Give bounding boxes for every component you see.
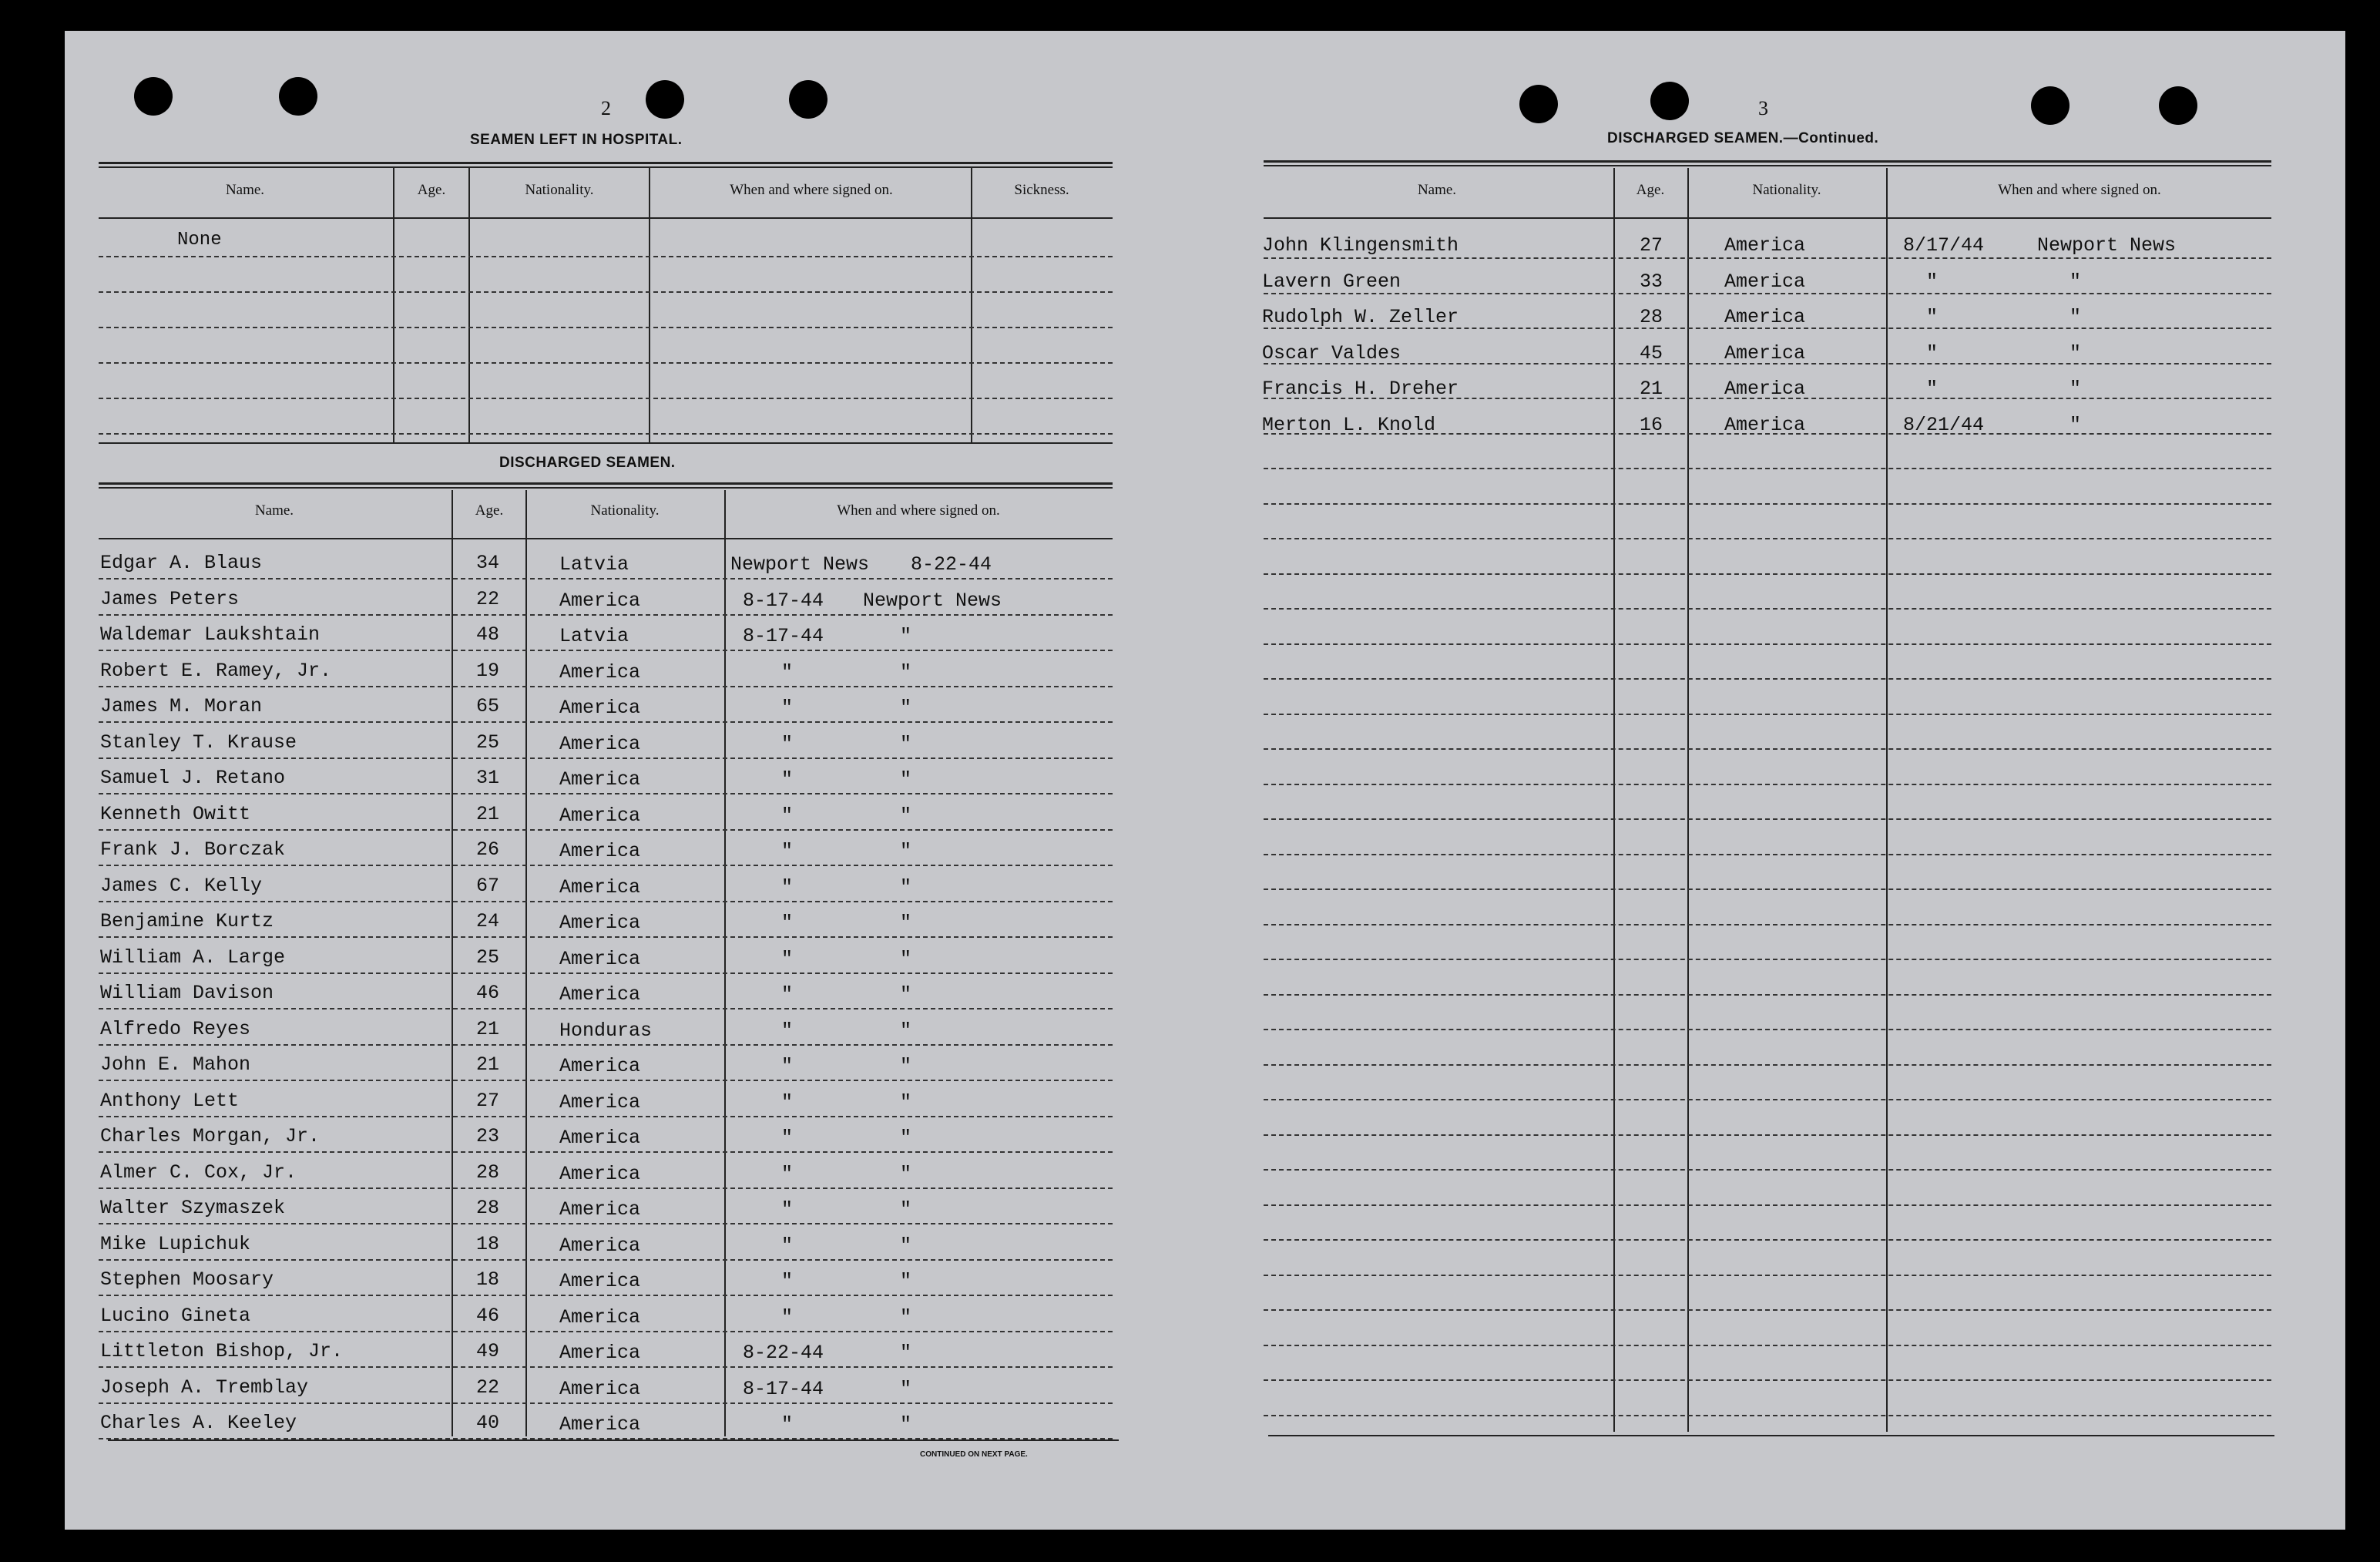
seaman-age: 22 [476, 588, 500, 610]
signed-on-date: 8-22-44 [743, 1342, 824, 1364]
hospital-bottom-rule [99, 442, 1113, 444]
table-row-line [1264, 1309, 2271, 1311]
seaman-nationality: America [559, 912, 641, 934]
signed-on-date: " [781, 733, 794, 755]
hospital-header-name: Name. [225, 182, 265, 198]
seaman-nationality: America [559, 876, 641, 899]
signed-on-date: " [1926, 270, 1939, 293]
table-row-line [1264, 363, 2271, 364]
seaman-name: Edgar A. Blaus [100, 552, 263, 574]
table-row-line [99, 1044, 1113, 1046]
table-row-line [99, 1080, 1113, 1081]
signed-on-place: " [900, 661, 912, 684]
table-row-line [99, 829, 1113, 831]
seaman-name: Rudolph W. Zeller [1262, 306, 1459, 328]
seaman-nationality: America [559, 768, 641, 791]
table-row-line [99, 614, 1113, 616]
table-row-line [99, 1402, 1113, 1404]
table-row-line [1264, 257, 2271, 259]
seaman-age: 18 [476, 1268, 500, 1291]
seaman-name: Mike Lupichuk [100, 1233, 251, 1255]
seaman-age: 65 [476, 695, 500, 717]
signed-on-place: Newport News [863, 590, 1002, 612]
hospital-col-divider [971, 168, 972, 444]
seaman-name: Francis H. Dreher [1262, 378, 1459, 400]
table-row-line [1264, 643, 2271, 645]
seaman-age: 26 [476, 838, 500, 861]
seaman-nationality: America [559, 948, 641, 970]
right-header-signed-on: When and where signed on. [1998, 182, 2161, 198]
hospital-col-divider [393, 168, 394, 444]
table-row-line [1264, 888, 2271, 890]
right-top-rule [1264, 160, 2271, 166]
table-row-line [99, 1259, 1113, 1261]
signed-on-place: " [900, 1270, 912, 1292]
seaman-nationality: America [559, 661, 641, 684]
signed-on-date: " [781, 1127, 794, 1149]
seaman-nationality: America [559, 1198, 641, 1221]
discharged-header-signed-on: When and where signed on. [837, 502, 1000, 519]
seaman-age: 19 [476, 660, 500, 682]
signed-on-date: " [781, 876, 794, 899]
table-row-line [99, 1116, 1113, 1117]
signed-on-place: " [900, 948, 912, 970]
punch-hole [2031, 86, 2069, 125]
signed-on-date: " [781, 1019, 794, 1042]
seaman-nationality: America [559, 1163, 641, 1185]
table-row-line [99, 686, 1113, 687]
table-row-line [1264, 714, 2271, 715]
hospital-header-signed-on: When and where signed on. [730, 182, 893, 198]
table-row-line [99, 1366, 1113, 1368]
table-row-line [1264, 573, 2271, 575]
table-row-line [99, 1008, 1113, 1009]
hospital-row-line [99, 398, 1113, 399]
table-row-line [99, 1331, 1113, 1332]
signed-on-place: " [900, 1055, 912, 1077]
right-header-rule [1264, 217, 2271, 219]
signed-on-place: " [2069, 414, 2082, 436]
seaman-age: 21 [1640, 378, 1663, 400]
seaman-nationality: America [559, 840, 641, 862]
signed-on-date: " [781, 1055, 794, 1077]
seaman-name: John Klingensmith [1262, 234, 1459, 257]
signed-on-place: " [900, 733, 912, 755]
seaman-nationality: America [559, 1127, 641, 1149]
hospital-header-sickness: Sickness. [1014, 182, 1069, 198]
seaman-age: 16 [1640, 414, 1663, 436]
table-row-line [1264, 854, 2271, 855]
signed-on-date: " [781, 983, 794, 1006]
punch-hole [2159, 86, 2197, 125]
hospital-row-line [99, 362, 1113, 364]
seaman-name: Joseph A. Tremblay [100, 1376, 309, 1399]
table-row-line [1264, 433, 2271, 435]
signed-on-place: " [900, 625, 912, 647]
seaman-nationality: Latvia [559, 553, 629, 576]
signed-on-date: " [781, 1270, 794, 1292]
table-row-line [1264, 1239, 2271, 1241]
right-col-divider [1886, 168, 1888, 1432]
discharged-header-name: Name. [254, 502, 294, 519]
seaman-age: 21 [476, 1018, 500, 1040]
hospital-title: SEAMEN LEFT IN HOSPITAL. [470, 132, 683, 148]
signed-on-place: " [900, 840, 912, 862]
punch-hole [279, 77, 317, 116]
signed-on-place: " [900, 1127, 912, 1149]
signed-on-date: Newport News [730, 553, 870, 576]
seaman-nationality: Honduras [559, 1019, 653, 1042]
signed-on-date: " [781, 1163, 794, 1185]
signed-on-place: " [900, 1306, 912, 1329]
seaman-nationality: America [1724, 234, 1806, 257]
signed-on-place: " [2069, 342, 2082, 364]
signed-on-date: 8-17-44 [743, 1378, 824, 1400]
right-col-divider [1687, 168, 1689, 1432]
seaman-nationality: America [559, 983, 641, 1006]
table-row-line [1264, 608, 2271, 610]
right-header-age: Age. [1636, 182, 1665, 198]
signed-on-place: " [900, 1163, 912, 1185]
right-col-divider [1613, 168, 1615, 1432]
signed-on-date: 8/21/44 [1903, 414, 1985, 436]
punch-hole [1519, 85, 1558, 123]
seaman-age: 21 [476, 803, 500, 825]
seaman-nationality: America [1724, 414, 1806, 436]
signed-on-date: " [781, 768, 794, 791]
signed-on-date: 8-17-44 [743, 590, 824, 612]
seaman-age: 27 [1640, 234, 1663, 257]
table-row-line [1264, 1064, 2271, 1066]
table-row-line [1264, 1275, 2271, 1276]
seaman-nationality: America [1724, 270, 1806, 293]
hospital-top-rule [99, 162, 1113, 168]
seaman-name: Charles Morgan, Jr. [100, 1125, 321, 1147]
seaman-name: Stephen Moosary [100, 1268, 274, 1291]
seaman-name: Benjamine Kurtz [100, 910, 274, 932]
seaman-nationality: America [559, 1234, 641, 1257]
seaman-age: 46 [476, 982, 500, 1004]
seaman-name: Oscar Valdes [1262, 342, 1401, 364]
discharged-title: DISCHARGED SEAMEN. [499, 455, 676, 471]
signed-on-place: Newport News [2037, 234, 2177, 257]
seaman-nationality: America [559, 805, 641, 827]
table-row-line [99, 901, 1113, 902]
seaman-name: Merton L. Knold [1262, 414, 1436, 436]
signed-on-date: " [781, 1198, 794, 1221]
seaman-name: Charles A. Keeley [100, 1412, 297, 1434]
seaman-nationality: America [559, 1306, 641, 1329]
signed-on-place: " [900, 1413, 912, 1436]
table-row-line [99, 1295, 1113, 1296]
seaman-age: 49 [476, 1340, 500, 1362]
seaman-nationality: America [1724, 342, 1806, 364]
seaman-nationality: Latvia [559, 625, 629, 647]
seaman-nationality: America [1724, 378, 1806, 400]
punch-hole [134, 77, 173, 116]
discharged-header-rule [99, 538, 1113, 539]
seaman-name: Waldemar Laukshtain [100, 623, 321, 646]
hospital-row-line [99, 256, 1113, 257]
punch-hole [1650, 82, 1689, 120]
seaman-name: Anthony Lett [100, 1090, 240, 1112]
signed-on-date: " [781, 912, 794, 934]
signed-on-date: " [781, 840, 794, 862]
seaman-name: Littleton Bishop, Jr. [100, 1340, 344, 1362]
table-row-line [1264, 398, 2271, 399]
seaman-age: 28 [1640, 306, 1663, 328]
seaman-age: 31 [476, 767, 500, 789]
seaman-age: 28 [476, 1161, 500, 1184]
seaman-name: James C. Kelly [100, 875, 263, 897]
table-row-line [1264, 1029, 2271, 1030]
right-bottom-rule [1268, 1435, 2274, 1436]
continued-footer: CONTINUED ON NEXT PAGE. [920, 1450, 1028, 1459]
table-row-line [1264, 994, 2271, 996]
hospital-entry: None [177, 230, 222, 250]
seaman-age: 21 [476, 1053, 500, 1076]
seaman-age: 33 [1640, 270, 1663, 293]
seaman-name: William Davison [100, 982, 274, 1004]
seaman-age: 27 [476, 1090, 500, 1112]
seaman-age: 18 [476, 1233, 500, 1255]
hospital-header-nationality: Nationality. [525, 182, 594, 198]
hospital-header-rule [99, 217, 1113, 219]
signed-on-place: " [900, 1019, 912, 1042]
seaman-name: Lucino Gineta [100, 1305, 251, 1327]
table-row-line [99, 972, 1113, 974]
right-header-nationality: Nationality. [1752, 182, 1821, 198]
signed-on-date: " [781, 1413, 794, 1436]
table-row-line [1264, 1379, 2271, 1381]
table-row-line [99, 721, 1113, 723]
table-row-line [1264, 468, 2271, 469]
seaman-name: Kenneth Owitt [100, 803, 251, 825]
page-number-right: 3 [1758, 97, 1768, 119]
signed-on-date: " [781, 697, 794, 719]
signed-on-date: 8/17/44 [1903, 234, 1985, 257]
seaman-name: Almer C. Cox, Jr. [100, 1161, 297, 1184]
discharged-header-nationality: Nationality. [590, 502, 660, 519]
seaman-nationality: America [559, 1055, 641, 1077]
seaman-nationality: America [559, 1091, 641, 1114]
seaman-age: 34 [476, 552, 500, 574]
table-row-line [1264, 1345, 2271, 1346]
table-row-line [1264, 959, 2271, 960]
seaman-age: 23 [476, 1125, 500, 1147]
table-row-line [1264, 924, 2271, 925]
seaman-age: 25 [476, 731, 500, 754]
hospital-row-line [99, 291, 1113, 293]
seaman-name: Samuel J. Retano [100, 767, 286, 789]
signed-on-date: " [781, 948, 794, 970]
signed-on-date: " [1926, 306, 1939, 328]
signed-on-place: " [900, 912, 912, 934]
seaman-age: 24 [476, 910, 500, 932]
seaman-name: John E. Mahon [100, 1053, 251, 1076]
table-row-line [1264, 538, 2271, 539]
signed-on-date: " [781, 805, 794, 827]
signed-on-place: " [900, 697, 912, 719]
table-row-line [1264, 1099, 2271, 1100]
seaman-nationality: America [559, 590, 641, 612]
table-row-line [1264, 1415, 2271, 1416]
seaman-nationality: America [559, 1413, 641, 1436]
signed-on-date: " [1926, 378, 1939, 400]
seaman-age: 48 [476, 623, 500, 646]
seaman-name: Frank J. Borczak [100, 838, 286, 861]
signed-on-place: " [900, 876, 912, 899]
hospital-col-divider [649, 168, 650, 444]
seaman-nationality: America [1724, 306, 1806, 328]
signed-on-date: " [781, 1306, 794, 1329]
seaman-nationality: America [559, 697, 641, 719]
table-row-line [99, 1151, 1113, 1153]
punch-hole [789, 80, 827, 119]
table-row-line [1264, 328, 2271, 329]
table-row-line [99, 650, 1113, 651]
signed-on-place: " [900, 805, 912, 827]
table-row-line [1264, 818, 2271, 820]
signed-on-date: " [781, 1091, 794, 1114]
seaman-nationality: America [559, 733, 641, 755]
table-row-line [1264, 1169, 2271, 1171]
hospital-row-line [99, 433, 1113, 435]
signed-on-date: " [781, 661, 794, 684]
signed-on-place: " [2069, 270, 2082, 293]
seaman-name: Alfredo Reyes [100, 1018, 251, 1040]
seaman-age: 40 [476, 1412, 500, 1434]
seaman-name: Walter Szymaszek [100, 1197, 286, 1219]
hospital-col-divider [468, 168, 470, 444]
signed-on-place: " [900, 1342, 912, 1364]
table-row-line [1264, 503, 2271, 505]
signed-on-date: " [1926, 342, 1939, 364]
table-row-line [99, 757, 1113, 759]
seaman-name: James Peters [100, 588, 240, 610]
seaman-age: 67 [476, 875, 500, 897]
signed-on-place: " [900, 1234, 912, 1257]
table-row-line [99, 936, 1113, 938]
page-number-left: 2 [601, 97, 611, 119]
signed-on-date: " [781, 1234, 794, 1257]
discharged-continued-title: DISCHARGED SEAMEN.—Continued. [1607, 130, 1879, 146]
signed-on-place: " [2069, 378, 2082, 400]
table-row-line [99, 1223, 1113, 1224]
table-row-line [99, 865, 1113, 866]
seaman-age: 28 [476, 1197, 500, 1219]
table-row-line [1264, 678, 2271, 680]
table-row-line [1264, 293, 2271, 294]
table-row-line [99, 578, 1113, 579]
seaman-nationality: America [559, 1270, 641, 1292]
discharged-bottom-rule [108, 1439, 1119, 1441]
seaman-age: 22 [476, 1376, 500, 1399]
discharged-top-rule [99, 482, 1113, 489]
seaman-name: Lavern Green [1262, 270, 1401, 293]
signed-on-place: " [900, 1198, 912, 1221]
seaman-name: Robert E. Ramey, Jr. [100, 660, 332, 682]
hospital-header-age: Age. [417, 182, 446, 198]
signed-on-place: " [900, 768, 912, 791]
seaman-age: 25 [476, 946, 500, 969]
right-header-name: Name. [1417, 182, 1457, 198]
table-row-line [1264, 784, 2271, 785]
signed-on-place: " [900, 983, 912, 1006]
table-row-line [1264, 1134, 2271, 1136]
signed-on-date: 8-17-44 [743, 625, 824, 647]
hospital-row-line [99, 327, 1113, 328]
seaman-nationality: America [559, 1378, 641, 1400]
seaman-name: James M. Moran [100, 695, 263, 717]
punch-hole [646, 80, 684, 119]
signed-on-place: 8-22-44 [911, 553, 992, 576]
table-row-line [99, 793, 1113, 794]
signed-on-place: " [2069, 306, 2082, 328]
table-row-line [1264, 748, 2271, 750]
signed-on-place: " [900, 1378, 912, 1400]
seaman-nationality: America [559, 1342, 641, 1364]
table-row-line [99, 1187, 1113, 1189]
discharged-header-age: Age. [475, 502, 504, 519]
table-row-line [1264, 1204, 2271, 1206]
signed-on-place: " [900, 1091, 912, 1114]
seaman-name: William A. Large [100, 946, 286, 969]
seaman-age: 45 [1640, 342, 1663, 364]
seaman-age: 46 [476, 1305, 500, 1327]
seaman-name: Stanley T. Krause [100, 731, 297, 754]
